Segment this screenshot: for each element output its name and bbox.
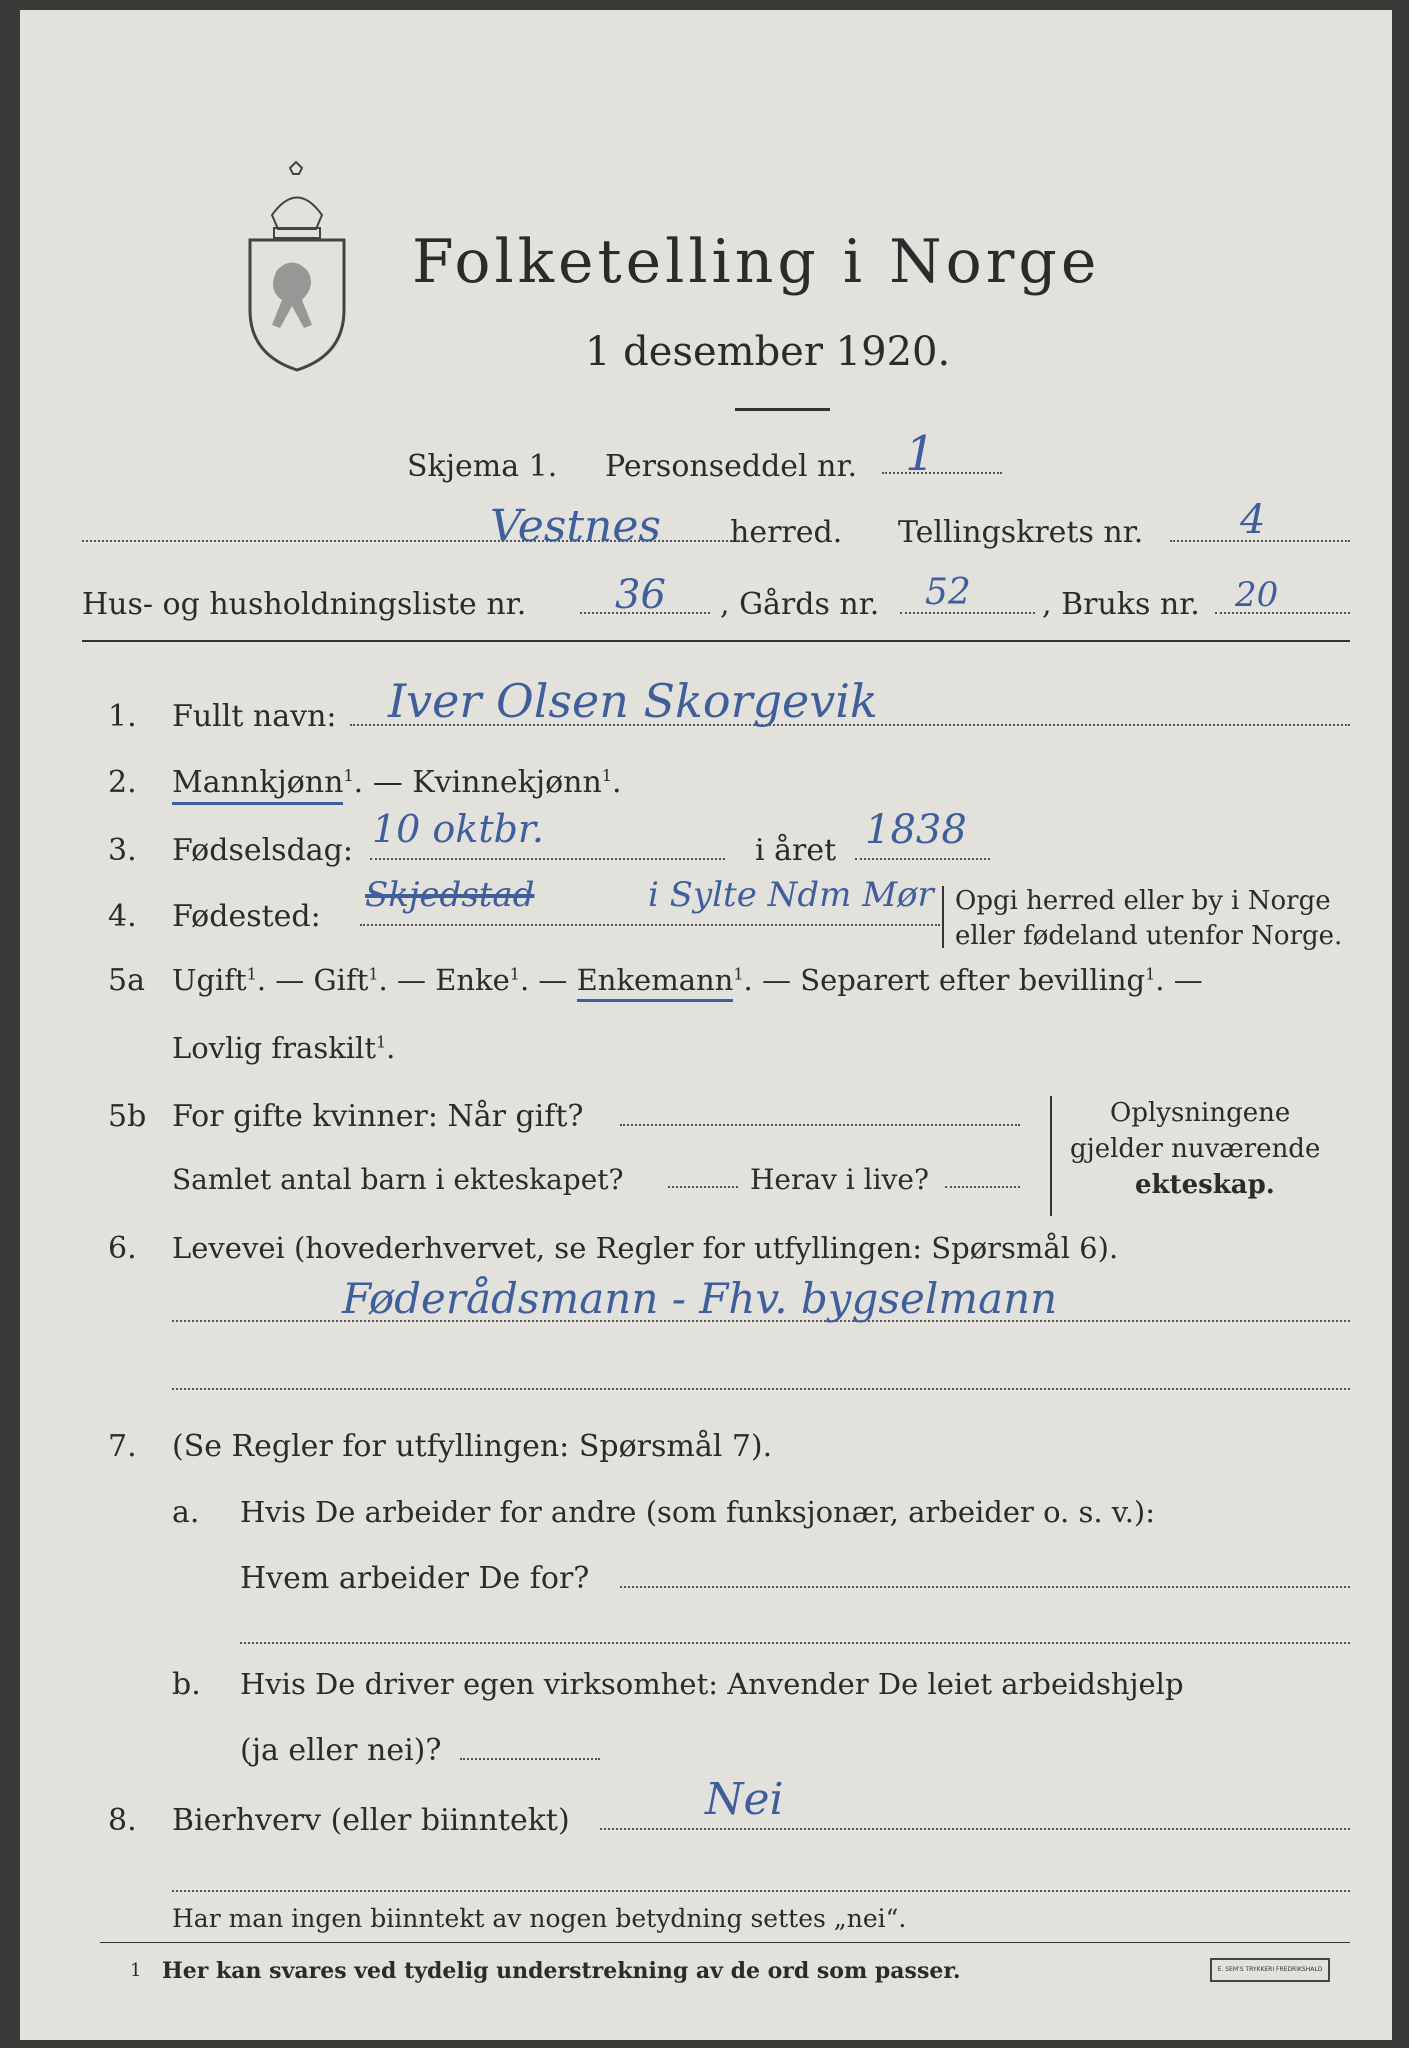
q1-number: 1. [108,699,137,734]
occupation-field-2[interactable] [172,1388,1350,1390]
footnote-number: 1 [130,1960,142,1981]
q4-number: 4. [108,899,137,934]
marital-options [172,963,1203,997]
skjema-label: Skjema 1. [407,449,558,484]
footnote-ref: 1 [601,766,612,785]
birthplace-struck-value: Skjedstad [365,875,535,915]
employer-field-2[interactable] [240,1642,1350,1644]
herred-label: herred. [730,515,843,550]
herred-value: Vestnes [490,501,661,552]
q5a-number: 5a [108,963,145,998]
sex-options [172,765,622,800]
q3-label: Fødselsdag: [172,833,353,868]
title-divider [735,408,830,411]
form-title: Folketelling i Norge [412,227,1101,297]
coat-of-arms-icon [242,160,352,375]
marital-dash: . — [1155,963,1203,997]
option-separert[interactable]: Separert efter bevilling [800,963,1146,997]
q7b-label: Hvis De driver egen virksomhet: Anvender De leiet arbeidshjelp [240,1667,1184,1701]
footnote-ref: 1 [368,964,379,984]
married-when-field[interactable] [620,1124,1020,1126]
female-option[interactable]: Kvinnekjønn [412,765,602,800]
hus-label: Hus- og husholdningsliste nr. [82,587,527,622]
hired-help-field[interactable] [460,1758,600,1760]
birth-year-field[interactable] [855,858,990,860]
q7a-employer-label: Hvem arbeider De for? [240,1561,590,1596]
full-name-value: Iver Olsen Skorgevik [388,674,878,728]
footnote-ref: 1 [1145,964,1156,984]
option-fraskilt[interactable]: Lovlig fraskilt [172,1031,376,1065]
birthday-value: 10 oktbr. [372,807,545,851]
side-income-field[interactable] [600,1828,1350,1830]
marital-dash: . — [256,963,314,997]
birthplace-value: i Sylte Ndm Mør [648,875,934,915]
footnote-ref: 1 [375,1032,387,1052]
personseddel-label: Personseddel nr. [605,449,858,484]
q6-label: Levevei (hovederhvervet, se Regler for utfyllingen: Spørsmål 6). [172,1231,1119,1265]
q5b-note-line1: Oplysningene [1110,1098,1291,1128]
footnote-ref: 1 [343,766,354,785]
marital-dash: . — [743,963,801,997]
q5b-note-line2: gjelder nuværende [1070,1134,1321,1164]
option-ugift[interactable]: Ugift [172,963,247,997]
q7-label: (Se Regler for utfyllingen: Spørsmål 7). [172,1429,773,1464]
marital-end: . [386,1031,396,1065]
option-enkemann[interactable]: Enkemann [577,963,734,1002]
q3-number: 3. [108,833,137,868]
tellingskrets-label: Tellingskrets nr. [898,515,1144,550]
marital-dash: . — [378,963,436,997]
q7a-letter: a. [172,1495,200,1530]
occupation-value: Føderådsmann - Fhv. bygselmann [342,1274,1058,1323]
q5b-married-when-label: For gifte kvinner: Når gift? [172,1099,584,1134]
q4-label: Fødested: [172,899,321,934]
hus-value: 36 [615,572,666,618]
sex-separator: . — [353,765,413,800]
birthplace-field[interactable] [360,924,940,926]
children-alive-field[interactable] [945,1186,1020,1188]
census-form-sheet [20,10,1392,2040]
gards-label: , Gårds nr. [720,587,880,622]
birth-year-value: 1838 [865,807,967,853]
sex-end: . [611,765,622,800]
option-gift[interactable]: Gift [313,963,369,997]
children-field[interactable] [668,1186,738,1188]
tellingskrets-value: 4 [1240,497,1266,543]
q5b-note-bracket [1050,1096,1062,1216]
q2-number: 2. [108,765,137,800]
q8-number: 8. [108,1803,137,1838]
printer-stamp [1210,1958,1330,1982]
q7b-yes-no-label: (ja eller nei)? [240,1733,442,1768]
personseddel-field[interactable] [882,472,1002,474]
q8-label: Bierhverv (eller biinntekt) [172,1803,570,1838]
marital-dash: . — [519,963,577,997]
birth-year-label: i året [755,833,837,868]
marital-options-line2 [172,1031,396,1065]
q6-number: 6. [108,1231,137,1266]
q7-number: 7. [108,1429,137,1464]
q7a-label: Hvis De arbeider for andre (som funksjonær, arbeider o. s. v.): [240,1495,1156,1529]
side-income-field-2[interactable] [172,1890,1350,1892]
footnote-ref: 1 [509,964,520,984]
q5b-children-label: Samlet antal barn i ekteskapet? [172,1163,624,1196]
header-rule [82,640,1350,642]
gards-value: 52 [925,572,971,613]
footnote-ref: 1 [246,964,257,984]
birthplace-note-bracket [942,886,952,948]
q1-label: Fullt navn: [172,699,337,734]
birthplace-note-line2: eller fødeland utenfor Norge. [955,921,1343,951]
bruks-label: , Bruks nr. [1042,587,1200,622]
birthday-field[interactable] [370,858,725,860]
census-date: 1 desember 1920. [585,329,951,375]
no-income-note: Har man ingen biinntekt av nogen betydning settes „nei“. [172,1904,907,1933]
q5b-note-line3: ekteskap. [1135,1170,1275,1200]
printer-stamp-text: E. SEM'S TRYKKERI FREDRIKSHALD [1217,1965,1323,1973]
option-enke[interactable]: Enke [435,963,510,997]
q5b-alive-label: Herav i live? [750,1163,929,1196]
male-option[interactable]: Mannkjønn [172,765,343,805]
birthplace-note-line1: Opgi herred eller by i Norge [955,886,1331,916]
personseddel-value: 1 [905,426,936,482]
q7b-letter: b. [172,1667,201,1702]
footnote-ref: 1 [733,964,744,984]
bruks-value: 20 [1235,575,1279,615]
employer-field-1[interactable] [620,1586,1350,1588]
q5b-number: 5b [108,1099,147,1134]
side-income-value: Nei [705,1774,784,1825]
footnote-text: Her kan svares ved tydelig understrekning av de ord som passer. [162,1958,961,1984]
footnote-rule [100,1942,1350,1943]
